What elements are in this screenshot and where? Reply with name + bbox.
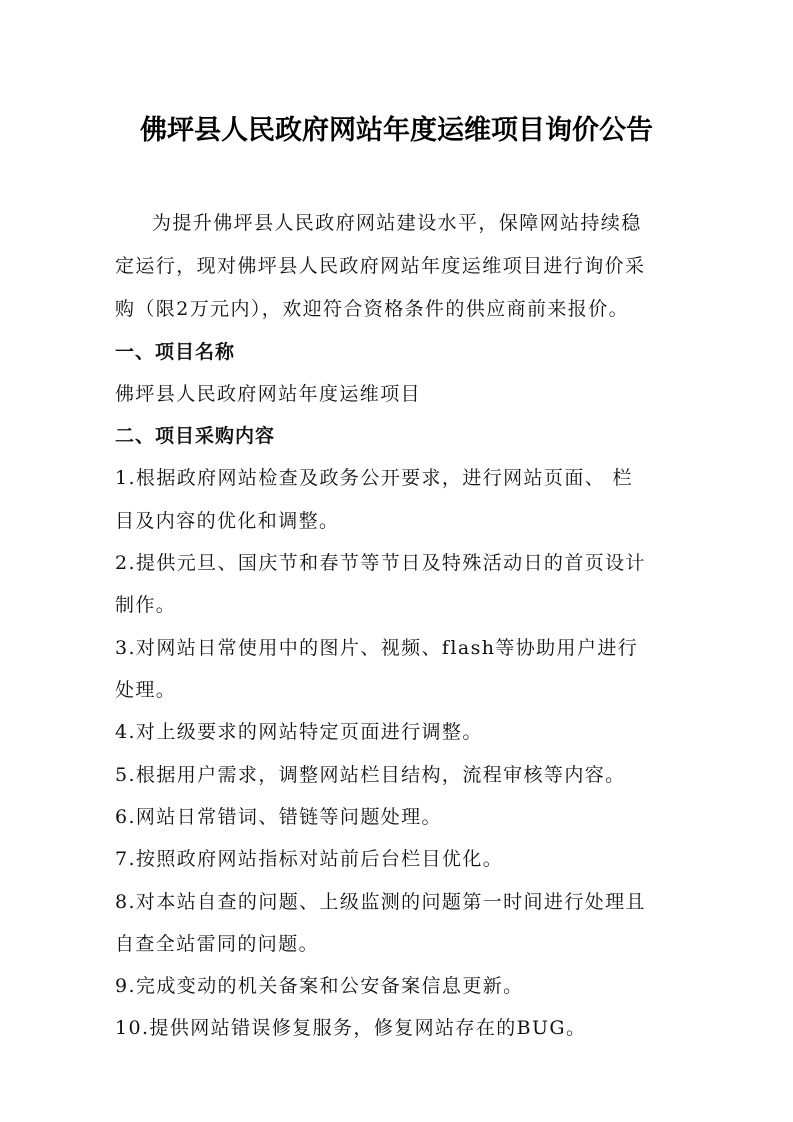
- list-item: 3.对网站日常使用中的图片、视频、flash等协助用户进行: [115, 637, 639, 659]
- list-item: 8.对本站自查的问题、上级监测的问题第一时间进行处理且: [115, 891, 646, 913]
- list-item: 4.对上级要求的网站特定页面进行调整。: [115, 721, 483, 743]
- list-item: 制作。: [115, 594, 177, 616]
- section-2-heading: 二、项目采购内容: [115, 425, 276, 447]
- intro-line-1: 为提升佛坪县人民政府网站建设水平，保障网站持续稳: [152, 212, 642, 234]
- section-1-content: 佛坪县人民政府网站年度运维项目: [115, 383, 422, 405]
- list-item: 10.提供网站错误修复服务，修复网站存在的BUG。: [115, 1017, 587, 1039]
- list-item: 1.根据政府网站检查及政务公开要求，进行网站页面、 栏: [115, 467, 633, 489]
- list-item: 7.按照政府网站指标对站前后台栏目优化。: [115, 848, 504, 870]
- document-title: 佛坪县人民政府网站年度运维项目询价公告: [140, 115, 653, 146]
- list-item: 自查全站雷同的问题。: [115, 933, 320, 955]
- intro-line-3: 购（限2万元内），欢迎符合资格条件的供应商前来报价。: [115, 298, 629, 320]
- list-item: 6.网站日常错词、错链等问题处理。: [115, 806, 442, 828]
- list-item: 目及内容的优化和调整。: [115, 510, 340, 532]
- list-item: 9.完成变动的机关备案和公安备案信息更新。: [115, 975, 524, 997]
- list-item: 处理。: [115, 679, 177, 701]
- intro-line-2: 定运行，现对佛坪县人民政府网站年度运维项目进行询价采: [115, 255, 646, 277]
- list-item: 5.根据用户需求，调整网站栏目结构，流程审核等内容。: [115, 764, 626, 786]
- list-item: 2.提供元旦、国庆节和春节等节日及特殊活动日的首页设计: [115, 552, 646, 574]
- section-1-heading: 一、项目名称: [115, 341, 236, 363]
